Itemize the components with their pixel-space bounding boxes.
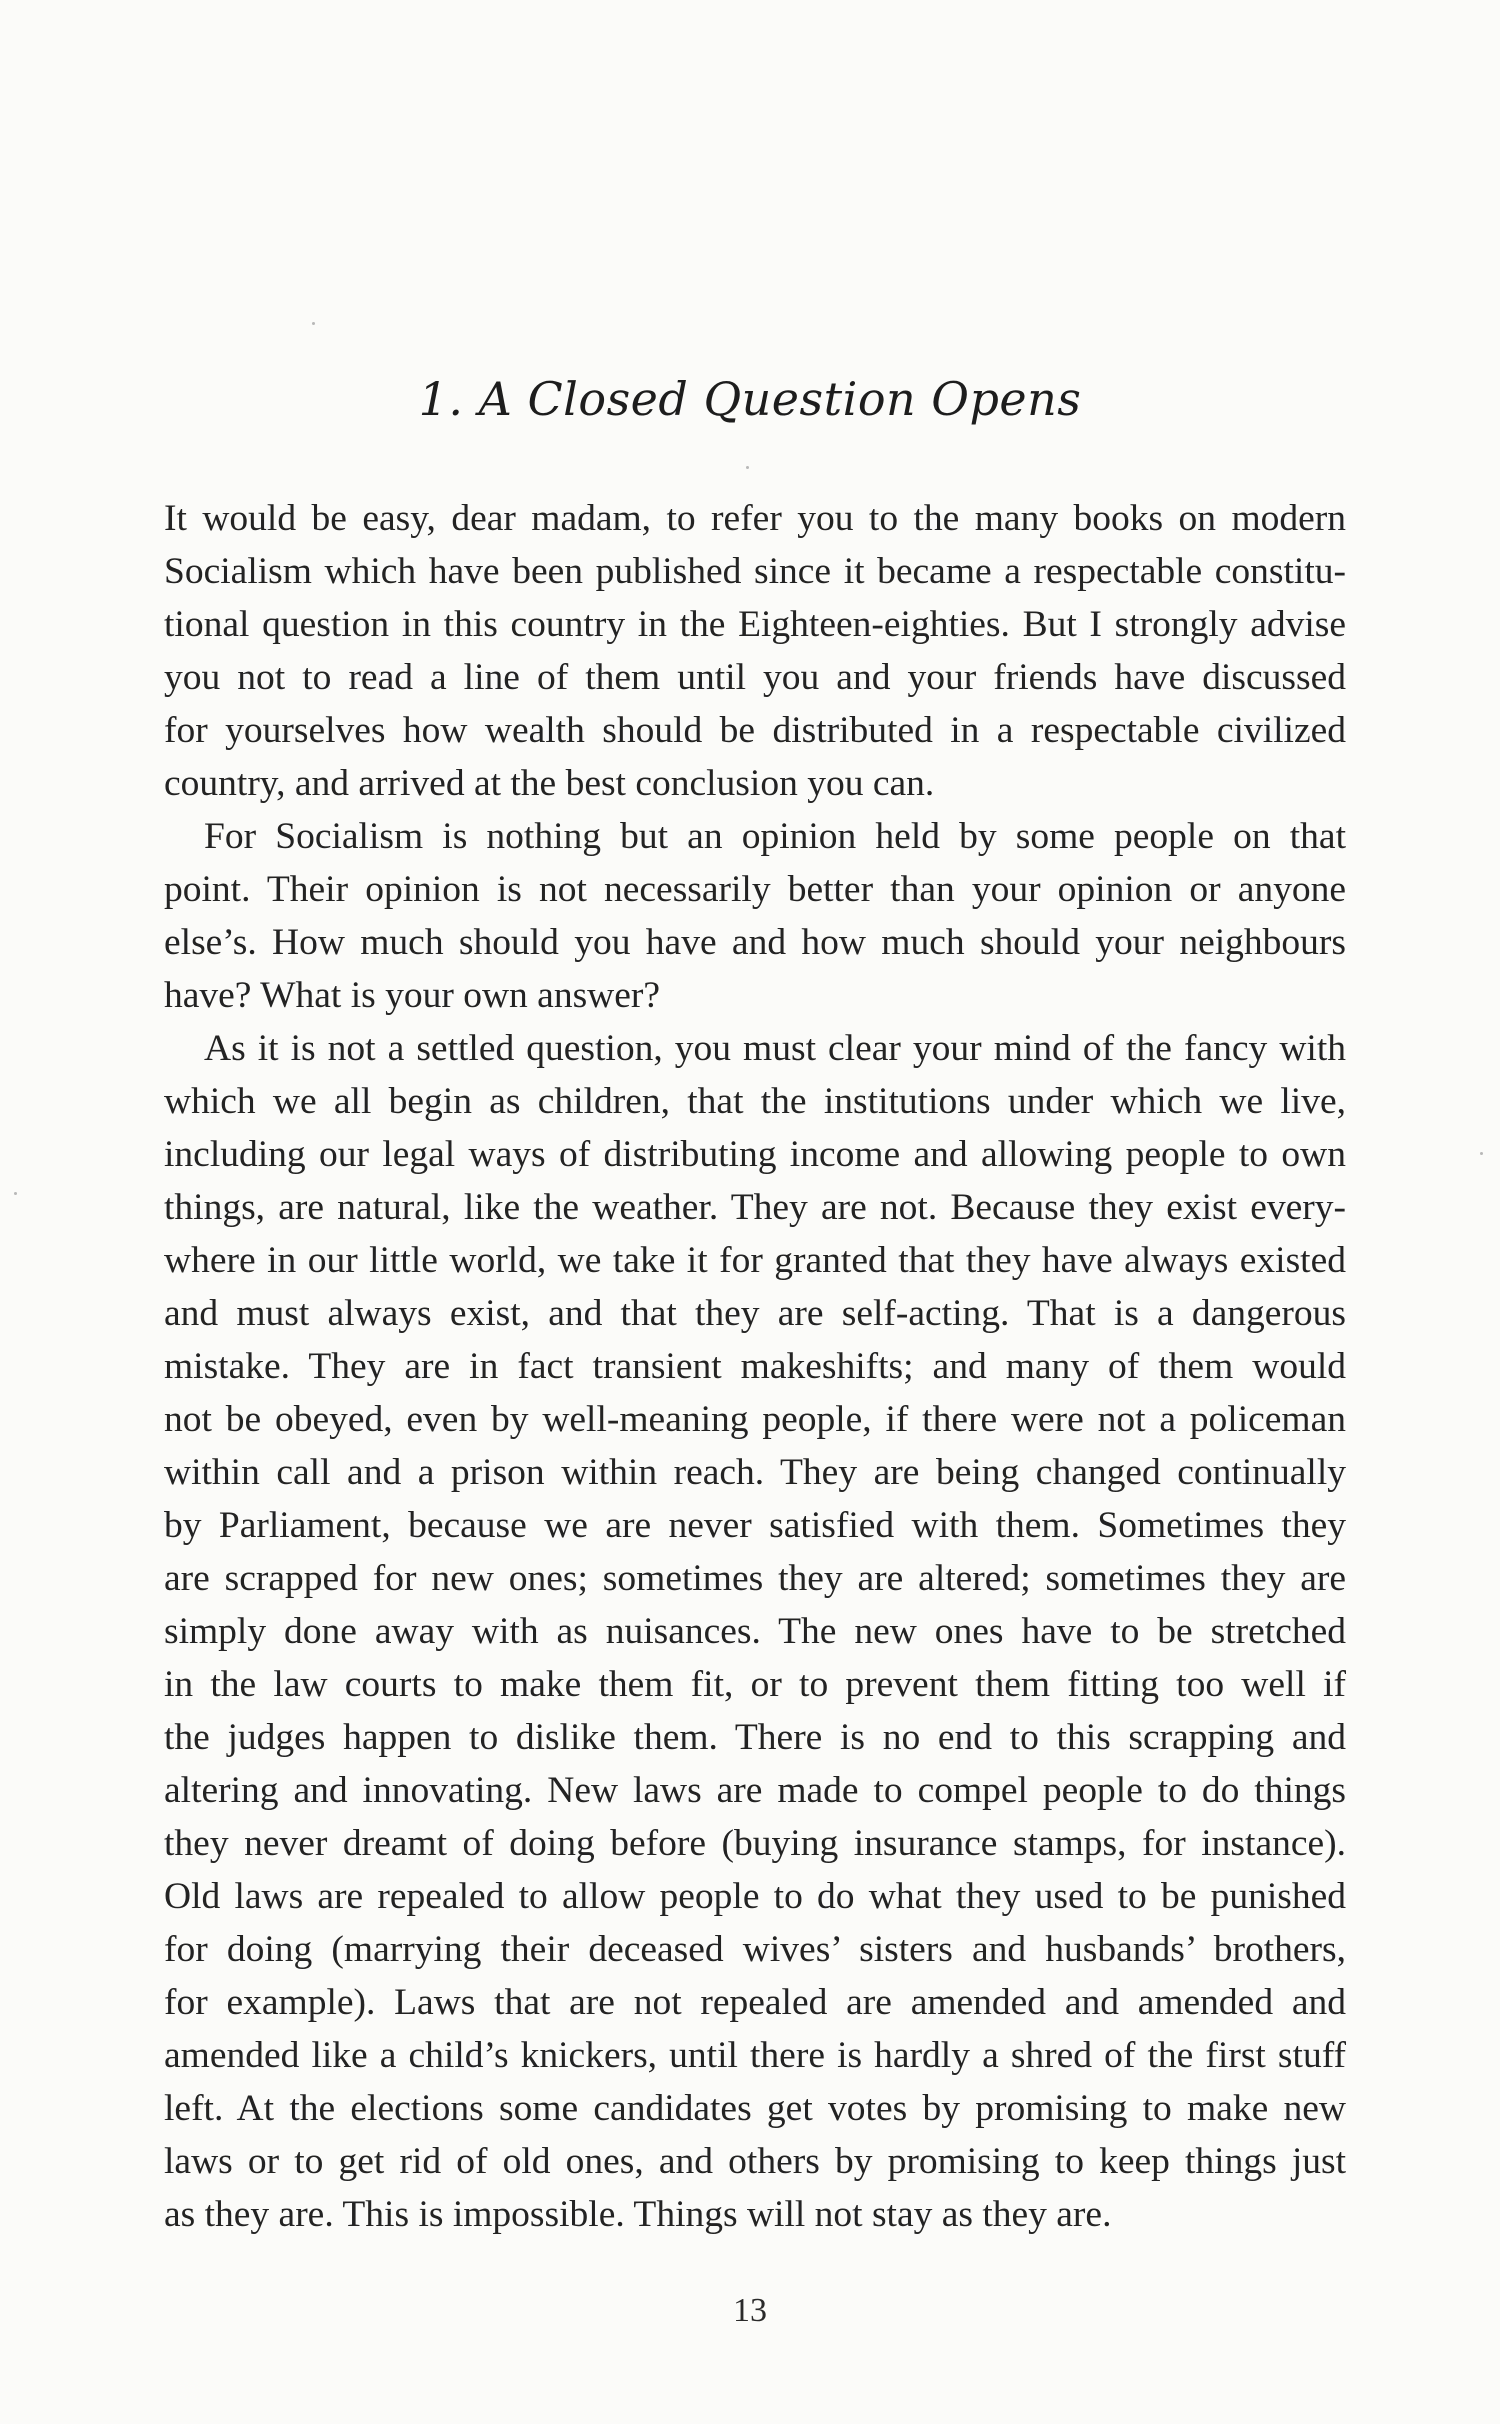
text-line: amended like a child’s knickers, until there is hardly a shred of the first stuff [164,2035,1346,2076]
text-line: It would be easy, dear madam, to refer you to the many books on modern [164,498,1346,539]
text-line: including our legal ways of distributing income and allowing people to own [164,1134,1346,1175]
text-line: else’s. How much should you have and how much should your neighbours [164,922,1346,963]
text-line: altering and innovating. New laws are made to compel people to do things [164,1770,1346,1811]
text-line: tional question in this country in the Eighteen-eighties. But I strongly advise [164,604,1346,645]
text-line: Old laws are repealed to allow people to do what they used to be punished [164,1876,1346,1917]
text-line: not be obeyed, even by well-meaning people, if there were not a policeman [164,1399,1346,1440]
text-line: and must always exist, and that they are self-acting. That is a dangerous [164,1293,1346,1334]
text-line: are scrapped for new ones; sometimes they are altered; sometimes they are [164,1558,1346,1599]
text-line: country, and arrived at the best conclusion you can. [164,763,935,804]
paper-speck [746,466,749,469]
paper-speck [1480,1152,1483,1155]
text-line: they never dreamt of doing before (buying insurance stamps, for instance). [164,1823,1346,1864]
text-line: which we all begin as children, that the institutions under which we live, [164,1081,1346,1122]
text-line: for doing (marrying their deceased wives’ sisters and husbands’ brothers, [164,1929,1346,1970]
text-line: by Parliament, because we are never satisfied with them. Sometimes they [164,1505,1346,1546]
text-line: laws or to get rid of old ones, and others by promising to keep things just [164,2141,1346,2182]
paper-speck [312,322,315,325]
text-line: as they are. This is impossible. Things will not stay as they are. [164,2194,1112,2235]
chapter-body [164,492,1346,2241]
text-line: Socialism which have been published since it became a respectable constitu- [164,551,1346,592]
paper-speck [14,1192,17,1195]
text-line: simply done away with as nuisances. The new ones have to be stretched [164,1611,1346,1652]
page-number: 13 [733,2292,767,2329]
text-line: mistake. They are in fact transient makeshifts; and many of them would [164,1346,1346,1387]
paragraph-1 [164,492,1346,810]
text-line: For Socialism is nothing but an opinion held by some people on that [204,816,1346,857]
text-line: where in our little world, we take it for granted that they have always existed [164,1240,1346,1281]
text-line: within call and a prison within reach. They are being changed continually [164,1452,1346,1493]
text-line: things, are natural, like the weather. They are not. Because they exist every- [164,1187,1346,1228]
text-line: in the law courts to make them fit, or to prevent them fitting too well if [164,1664,1346,1705]
text-line: As it is not a settled question, you must clear your mind of the fancy with [204,1028,1346,1069]
text-line: for example). Laws that are not repealed are amended and amended and [164,1982,1346,2023]
text-line: for yourselves how wealth should be distributed in a respectable civilized [164,710,1346,751]
paragraph-3 [164,1022,1346,2241]
text-line: you not to read a line of them until you and your friends have discussed [164,657,1346,698]
paragraph-2 [164,810,1346,1022]
text-line: have? What is your own answer? [164,975,661,1016]
chapter-title: 1. A Closed Question Opens [418,372,1082,426]
text-line: left. At the elections some candidates get votes by promising to make new [164,2088,1346,2129]
text-line: point. Their opinion is not necessarily better than your opinion or anyone [164,869,1346,910]
text-line: the judges happen to dislike them. There is no end to this scrapping and [164,1717,1346,1758]
